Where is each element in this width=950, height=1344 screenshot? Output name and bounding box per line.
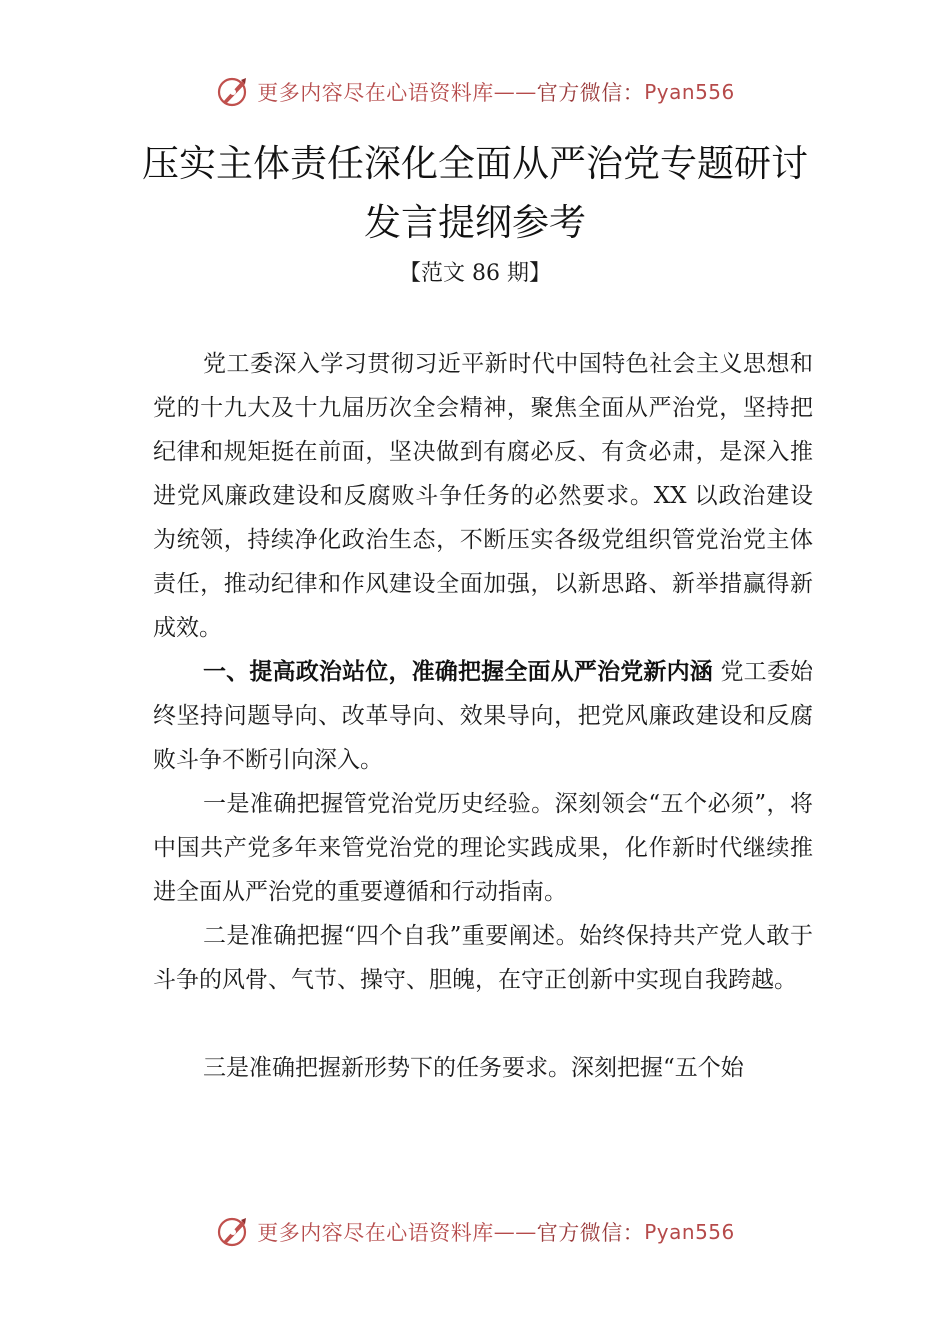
footer-banner — [0, 1210, 950, 1254]
quill-logo-icon — [215, 74, 251, 110]
banner-brand: 更多内容尽在心语资料库 — [257, 81, 494, 105]
issue-number: 【范文 86 期】 — [399, 261, 551, 286]
quill-logo-icon — [215, 1214, 251, 1250]
banner-separator: —— — [493, 80, 537, 104]
footer-separator: —— — [493, 1220, 537, 1244]
section-1-heading: 一、提高政治站位，准确把握全面从严治党新内涵 — [203, 659, 713, 685]
header-banner — [0, 70, 950, 114]
point-2-paragraph: 二是准确把握“四个自我”重要阐述。始终保持共产党人敢于斗争的风骨、气节、操守、胆魄，在守正创新中实现自我跨越。 — [153, 923, 813, 993]
point-1-paragraph: 一是准确把握管党治党历史经验。深刻领会“五个必须”，将中国共产党多年来管党治党的理论实践成果，化作新时代继续推进全面从严治党的重要遵循和行动指南。 — [153, 791, 813, 905]
intro-paragraph: 党工委深入学习贯彻习近平新时代中国特色社会主义思想和党的十九大及十九届历次全会精神，聚焦全面从严治党，坚持把纪律和规矩挺在前面，坚决做到有腐必反、有贪必肃，是深入推进党风廉政建设和反腐败斗争任务的必然要求。XX 以政治建设为统领，持续净化政治生态，不断压实各级党组织管党治党主体责任，推动纪律和作风建设全面加强，以新思路、新举措赢得新成效。 — [153, 351, 813, 641]
section-1-body: 党工委始终坚持问题导向、改革导向、效果导向，把党风廉政建设和反腐败斗争不断引向深入。 — [153, 659, 814, 773]
banner-wechat-label: 官方微信： — [536, 81, 645, 105]
page-title-line-1: 压实主体责任深化全面从严治党专题研讨 — [142, 142, 808, 185]
footer-wechat-id: Pyan556 — [644, 1220, 735, 1244]
footer-wechat-label: 官方微信： — [536, 1221, 645, 1245]
banner-wechat-id: Pyan556 — [644, 80, 735, 104]
footer-brand: 更多内容尽在心语资料库 — [257, 1221, 494, 1245]
page-title-line-2: 发言提纲参考 — [364, 201, 586, 244]
section-1-paragraph — [153, 650, 813, 782]
point-3-paragraph: 三是准确把握新形势下的任务要求。深刻把握“五个始 — [203, 1055, 744, 1081]
